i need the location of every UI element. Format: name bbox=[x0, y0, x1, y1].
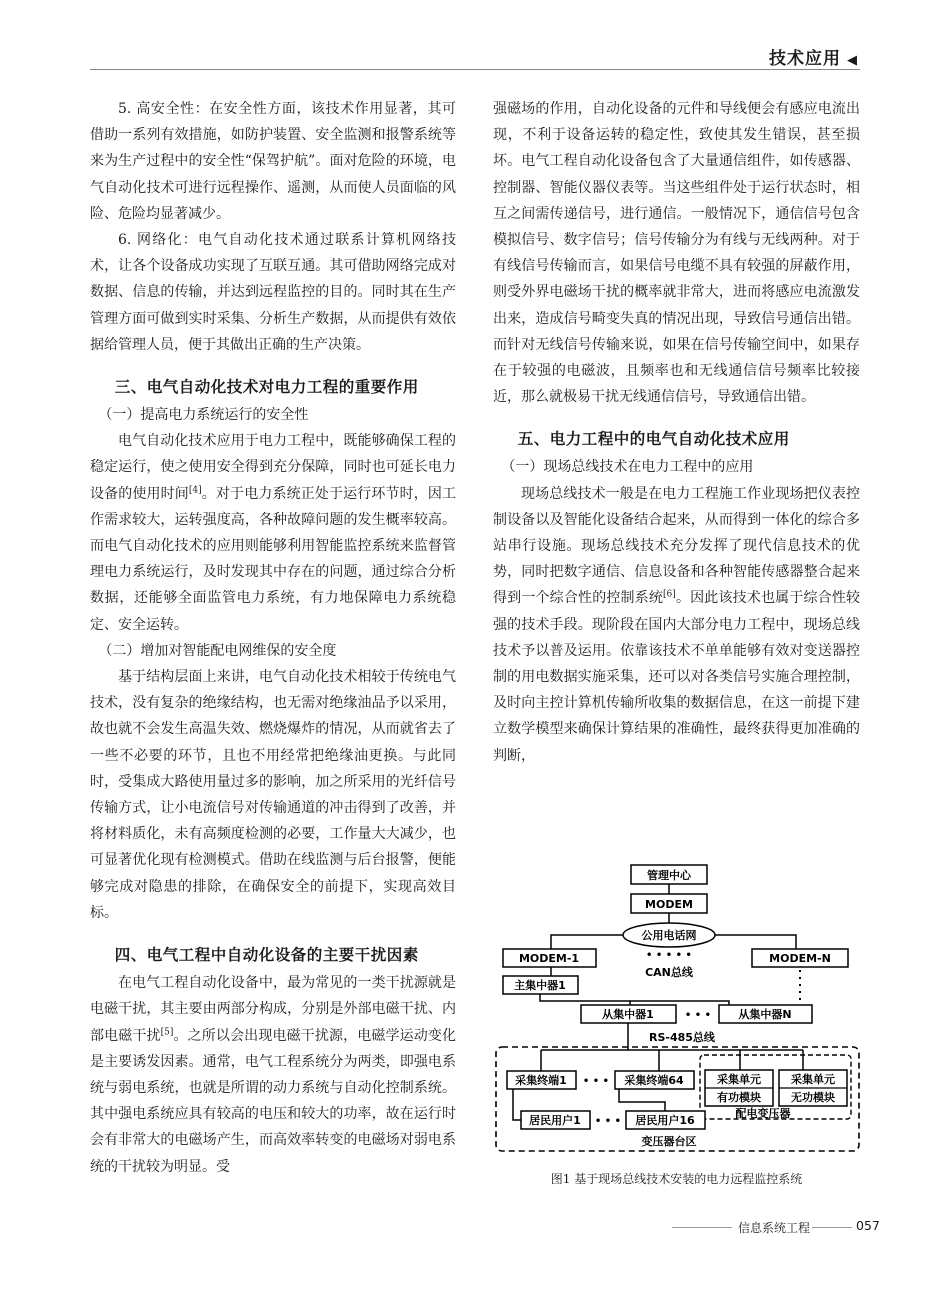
section-heading-5: 五、电力工程中的电气自动化技术应用 bbox=[517, 430, 790, 449]
modem-label: MODEM bbox=[645, 898, 693, 911]
terminal-ellipsis: • • • bbox=[582, 1076, 610, 1087]
page-number: 057 bbox=[856, 1218, 880, 1233]
footer-rule-right bbox=[812, 1227, 852, 1228]
header-title: 技术应用 bbox=[769, 49, 841, 69]
modemN-label: MODEM-N bbox=[769, 952, 831, 965]
citation-6: [6] bbox=[663, 589, 676, 600]
section-header bbox=[769, 44, 858, 69]
mgmt-label: 管理中心 bbox=[647, 869, 691, 882]
unitB-label1: 采集单元 bbox=[791, 1073, 835, 1086]
paragraph-3-1: 电气自动化技术应用于电力工程中，既能够确保工程的稳定运行，使之使用安全得到充分保障，同时也可延长电力设备的使用时间[4]。对于电力系统正处于运行环节时，因工作需求较大，运转强度高，各种故障问题的发生概率较高。而电气自动化技术的应用则能够利用智能监控系统来监督管理电力系统运行，及时发现其中存在的问题，通过综合分析数据，还能够全面监管电力系统，有力地保障电力系统稳定、安全运转。 bbox=[90, 433, 457, 633]
unitA-label2: 有功模块 bbox=[717, 1091, 761, 1104]
citation-5: [5] bbox=[160, 1026, 174, 1037]
dots-label: • • • • • bbox=[646, 950, 692, 961]
master-label: 主集中器1 bbox=[514, 979, 566, 992]
paragraph-security: 5. 高安全性：在安全性方面，该技术作用显著，其可借助一系列有效措施，如防护装置、安全监测和报警系统等来为生产过程中的安全性“保驾护航”。面对危险的环境，电气自动化技术可进行远程操作、遥测，从而使人员面临的风险、危险均显著减少。 bbox=[90, 101, 456, 222]
subheading-3-2: （二）增加对智能配电网维保的安全度 bbox=[98, 642, 337, 659]
transformer-label: 配电变压器 bbox=[735, 1107, 791, 1120]
slave-ellipsis: • • • bbox=[684, 1010, 712, 1021]
unitA-label1: 采集单元 bbox=[717, 1073, 761, 1086]
modem1-label: MODEM-1 bbox=[518, 952, 580, 965]
paragraph-5-1: 现场总线技术一般是在电力工程施工作业现场把仪表控制设备以及智能化设备结合起来，从而得到一体化的综合多站串行设施。现场总线技术充分发挥了现代信息技术的优势，同时把数字通信、信息设备和各种智能传感器整合起来得到一个综合性的控制系统[6]。因此该技术也属于综合性较强的技术手段。现阶段在国内大部分电力工程中，现场总线技术予以普及运用。依靠该技术不单单能够有效对变送器控制的用电数据实施采集，还可以对各类信号实施合理控制，及时向主控计算机传输所收集的数据信息，在这一前提下建立数学模型来确保计算结果的准确性，最终获得更加准确的判断， bbox=[493, 485, 861, 764]
figure-diagram bbox=[493, 858, 860, 1158]
slave1-label: 从集中器1 bbox=[602, 1008, 654, 1021]
area-label: 变压器台区 bbox=[641, 1135, 697, 1148]
right-column bbox=[493, 96, 860, 769]
subheading-3-1: （一）提高电力系统运行的安全性 bbox=[98, 407, 309, 424]
can-bus-label: CAN总线 bbox=[645, 966, 693, 979]
citation-4: [4] bbox=[188, 484, 202, 495]
paragraph-networking: 6. 网络化：电气自动化技术通过联系计算机网络技术，让各个设备成功实现了互联互通。其可借助网络完成对数据、信息的传输，并达到远程监控的目的。同时其在生产管理方面可做到实时采集、分析生产数据，从而提供有效依据给管理人员，便于其做出正确的生产决策。 bbox=[90, 232, 456, 353]
unitB-label2: 无功模块 bbox=[791, 1091, 835, 1104]
journal-name: 信息系统工程 bbox=[738, 1221, 811, 1235]
subheading-5-1: （一）现场总线技术在电力工程中的应用 bbox=[501, 459, 754, 476]
user1-label: 居民用户1 bbox=[529, 1114, 581, 1127]
terminal1-label: 采集终端1 bbox=[515, 1074, 567, 1087]
footer-rule-left bbox=[672, 1227, 732, 1228]
paragraph-4: 在电气工程自动化设备中，最为常见的一类干扰源就是电磁干扰，其主要由两部分构成，分别是外部电磁干扰、内部电磁干扰[5]。之所以会出现电磁干扰源，电磁学运动变化是主要诱发因素。通常，电气工程系统分为两类，即强电系统与弱电系统，也就是所谓的动力系统与自动化控制系统。其中强电系统应具有较高的电压和较大的功率，故在运行时会有非常大的电磁场产生，而高效率转变的电磁场对弱电系统的干扰较为明显。受 bbox=[90, 975, 457, 1175]
user16-label: 居民用户16 bbox=[635, 1114, 695, 1127]
paragraph-3-2: 基于结构层面上来讲，电气自动化技术相较于传统电气技术，没有复杂的绝缘结构，也无需对绝缘油品予以采用，故也就不会发生高温失效、燃烧爆炸的情况，从而就省去了一些不必要的环节，且也不用经常把绝缘油更换。与此同时，受集成大路使用量过多的影响，加之所采用的光纤信号传输方式，让小电流信号对传输通道的冲击得到了改善，并将材料质化，未有高频度检测的必要，工作量大大减少，也可显著优化现有检测模式。借助在线监测与后台报警，便能够完成对隐患的排除，在确保安全的前提下，实现高效目标。 bbox=[90, 669, 456, 921]
rs485-label: RS-485总线 bbox=[649, 1031, 715, 1044]
header-rule bbox=[90, 69, 860, 70]
section-heading-4: 四、电气工程中自动化设备的主要干扰因素 bbox=[114, 946, 419, 965]
user-ellipsis: • • • bbox=[594, 1116, 622, 1127]
terminal64-label: 采集终端64 bbox=[624, 1074, 684, 1087]
phone-network-label: 公用电话网 bbox=[641, 929, 697, 942]
left-column bbox=[90, 96, 456, 1180]
section-heading-3: 三、电气自动化技术对电力工程的重要作用 bbox=[114, 378, 419, 397]
slaveN-label: 从集中器N bbox=[738, 1008, 792, 1021]
figure-caption: 图1 基于现场总线技术安装的电力远程监控系统 bbox=[550, 1172, 803, 1186]
triangle-icon: ◀ bbox=[847, 53, 858, 68]
paragraph-4-cont: 强磁场的作用，自动化设备的元件和导线便会有感应电流出现，不利于设备运转的稳定性，致使其发生错误，甚至损坏。电气工程自动化设备包含了大量通信组件，如传感器、控制器、智能仪器仪表等。当这些组件处于运行状态时，相互之间需传递信号，进行通信。一般情况下，通信信号包含模拟信号、数字信号；信号传输分为有线与无线两种。对于有线信号传输而言，如果信号电缆不具有较强的屏蔽作用，则受外界电磁场干扰的概率就非常大，进而将感应电流激发出来，造成信号畸变失真的情况出现，导致信号通信出错。而针对无线信号传输来说，如果在信号传输空间中，如果存在于较强的电磁波，且频率也和无线通信信号频率比较接近，那么就极易干扰无线通信信号，导致通信出错。 bbox=[493, 101, 860, 406]
